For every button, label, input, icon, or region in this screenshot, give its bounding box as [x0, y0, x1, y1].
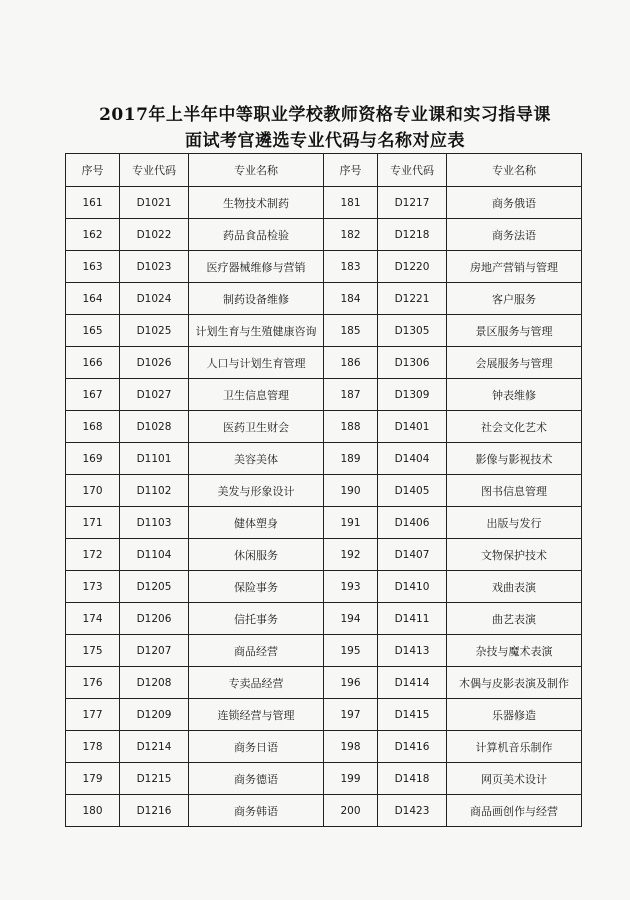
major-code-table [65, 153, 582, 827]
serial-cell: 184 [324, 283, 378, 315]
code-cell: D1215 [120, 763, 189, 795]
major-name-cell: 休闲服务 [189, 539, 324, 571]
serial-cell: 199 [324, 763, 378, 795]
header-name-right: 专业名称 [447, 154, 582, 187]
table-row [66, 379, 582, 411]
serial-cell: 163 [66, 251, 120, 283]
code-cell: D1217 [378, 187, 447, 219]
major-name-cell: 乐器修造 [447, 699, 582, 731]
code-cell: D1306 [378, 347, 447, 379]
major-name-cell: 曲艺表演 [447, 603, 582, 635]
major-name-cell: 商务日语 [189, 731, 324, 763]
major-name-cell: 商务法语 [447, 219, 582, 251]
major-name-cell: 商务韩语 [189, 795, 324, 827]
document-title-line-2: 面试考官遴选专业代码与名称对应表 [185, 131, 465, 151]
serial-cell: 166 [66, 347, 120, 379]
serial-cell: 165 [66, 315, 120, 347]
code-cell: D1423 [378, 795, 447, 827]
major-name-cell: 医疗器械维修与营销 [189, 251, 324, 283]
serial-cell: 193 [324, 571, 378, 603]
code-cell: D1404 [378, 443, 447, 475]
document-title-line-1: 2017年上半年中等职业学校教师资格专业课和实习指导课 [99, 105, 551, 125]
serial-cell: 194 [324, 603, 378, 635]
serial-cell: 169 [66, 443, 120, 475]
major-name-cell: 人口与计划生育管理 [189, 347, 324, 379]
code-cell: D1415 [378, 699, 447, 731]
table-row [66, 251, 582, 283]
serial-cell: 167 [66, 379, 120, 411]
serial-cell: 161 [66, 187, 120, 219]
code-cell: D1407 [378, 539, 447, 571]
code-cell: D1027 [120, 379, 189, 411]
major-name-cell: 计划生育与生殖健康咨询 [189, 315, 324, 347]
header-serial-right: 序号 [324, 154, 378, 187]
header-code-left: 专业代码 [120, 154, 189, 187]
major-name-cell: 影像与影视技术 [447, 443, 582, 475]
code-cell: D1102 [120, 475, 189, 507]
major-name-cell: 客户服务 [447, 283, 582, 315]
table-row [66, 507, 582, 539]
code-cell: D1418 [378, 763, 447, 795]
code-cell: D1205 [120, 571, 189, 603]
code-cell: D1206 [120, 603, 189, 635]
table-row [66, 795, 582, 827]
table-row [66, 187, 582, 219]
major-name-cell: 文物保护技术 [447, 539, 582, 571]
serial-cell: 198 [324, 731, 378, 763]
serial-cell: 188 [324, 411, 378, 443]
code-cell: D1220 [378, 251, 447, 283]
table-row [66, 411, 582, 443]
code-cell: D1406 [378, 507, 447, 539]
table-row [66, 283, 582, 315]
serial-cell: 171 [66, 507, 120, 539]
major-name-cell: 健体塑身 [189, 507, 324, 539]
serial-cell: 192 [324, 539, 378, 571]
table-row [66, 763, 582, 795]
serial-cell: 179 [66, 763, 120, 795]
code-cell: D1411 [378, 603, 447, 635]
serial-cell: 175 [66, 635, 120, 667]
major-name-cell: 网页美术设计 [447, 763, 582, 795]
major-name-cell: 房地产营销与管理 [447, 251, 582, 283]
serial-cell: 190 [324, 475, 378, 507]
code-cell: D1103 [120, 507, 189, 539]
serial-cell: 174 [66, 603, 120, 635]
major-name-cell: 商务德语 [189, 763, 324, 795]
code-cell: D1207 [120, 635, 189, 667]
major-name-cell: 信托事务 [189, 603, 324, 635]
major-name-cell: 药品食品检验 [189, 219, 324, 251]
code-cell: D1022 [120, 219, 189, 251]
table-row [66, 219, 582, 251]
code-cell: D1214 [120, 731, 189, 763]
code-cell: D1405 [378, 475, 447, 507]
code-cell: D1209 [120, 699, 189, 731]
code-cell: D1416 [378, 731, 447, 763]
code-cell: D1414 [378, 667, 447, 699]
major-name-cell: 商品经营 [189, 635, 324, 667]
serial-cell: 173 [66, 571, 120, 603]
serial-cell: 170 [66, 475, 120, 507]
major-name-cell: 杂技与魔术表演 [447, 635, 582, 667]
code-cell: D1024 [120, 283, 189, 315]
serial-cell: 185 [324, 315, 378, 347]
major-name-cell: 会展服务与管理 [447, 347, 582, 379]
table-row [66, 539, 582, 571]
table-row [66, 315, 582, 347]
header-code-right: 专业代码 [378, 154, 447, 187]
table-row [66, 699, 582, 731]
serial-cell: 187 [324, 379, 378, 411]
code-cell: D1021 [120, 187, 189, 219]
header-serial-left: 序号 [66, 154, 120, 187]
code-cell: D1104 [120, 539, 189, 571]
serial-cell: 191 [324, 507, 378, 539]
code-cell: D1101 [120, 443, 189, 475]
major-name-cell: 木偶与皮影表演及制作 [447, 667, 582, 699]
table-row [66, 603, 582, 635]
table-header-row [66, 154, 582, 187]
table-row [66, 443, 582, 475]
serial-cell: 176 [66, 667, 120, 699]
code-cell: D1309 [378, 379, 447, 411]
table-row [66, 347, 582, 379]
table-body [66, 187, 582, 827]
serial-cell: 186 [324, 347, 378, 379]
table-row [66, 635, 582, 667]
major-name-cell: 景区服务与管理 [447, 315, 582, 347]
header-name-left: 专业名称 [189, 154, 324, 187]
major-name-cell: 生物技术制药 [189, 187, 324, 219]
major-name-cell: 美容美体 [189, 443, 324, 475]
major-name-cell: 美发与形象设计 [189, 475, 324, 507]
code-cell: D1216 [120, 795, 189, 827]
major-name-cell: 卫生信息管理 [189, 379, 324, 411]
serial-cell: 168 [66, 411, 120, 443]
code-cell: D1026 [120, 347, 189, 379]
serial-cell: 182 [324, 219, 378, 251]
code-cell: D1413 [378, 635, 447, 667]
serial-cell: 177 [66, 699, 120, 731]
serial-cell: 178 [66, 731, 120, 763]
code-cell: D1401 [378, 411, 447, 443]
code-cell: D1208 [120, 667, 189, 699]
major-name-cell: 社会文化艺术 [447, 411, 582, 443]
major-name-cell: 制药设备维修 [189, 283, 324, 315]
code-cell: D1023 [120, 251, 189, 283]
code-cell: D1218 [378, 219, 447, 251]
serial-cell: 183 [324, 251, 378, 283]
table-row [66, 731, 582, 763]
serial-cell: 200 [324, 795, 378, 827]
code-cell: D1221 [378, 283, 447, 315]
serial-cell: 172 [66, 539, 120, 571]
code-cell: D1028 [120, 411, 189, 443]
serial-cell: 195 [324, 635, 378, 667]
major-name-cell: 商品画创作与经营 [447, 795, 582, 827]
major-name-cell: 商务俄语 [447, 187, 582, 219]
serial-cell: 164 [66, 283, 120, 315]
major-name-cell: 计算机音乐制作 [447, 731, 582, 763]
serial-cell: 162 [66, 219, 120, 251]
major-name-cell: 专卖品经营 [189, 667, 324, 699]
major-name-cell: 保险事务 [189, 571, 324, 603]
serial-cell: 181 [324, 187, 378, 219]
major-name-cell: 钟表维修 [447, 379, 582, 411]
table-row [66, 475, 582, 507]
code-cell: D1410 [378, 571, 447, 603]
serial-cell: 180 [66, 795, 120, 827]
major-name-cell: 图书信息管理 [447, 475, 582, 507]
code-cell: D1025 [120, 315, 189, 347]
major-name-cell: 出版与发行 [447, 507, 582, 539]
table-row [66, 667, 582, 699]
code-cell: D1305 [378, 315, 447, 347]
serial-cell: 197 [324, 699, 378, 731]
major-name-cell: 医药卫生财会 [189, 411, 324, 443]
serial-cell: 196 [324, 667, 378, 699]
major-name-cell: 连锁经营与管理 [189, 699, 324, 731]
table-row [66, 571, 582, 603]
serial-cell: 189 [324, 443, 378, 475]
major-name-cell: 戏曲表演 [447, 571, 582, 603]
